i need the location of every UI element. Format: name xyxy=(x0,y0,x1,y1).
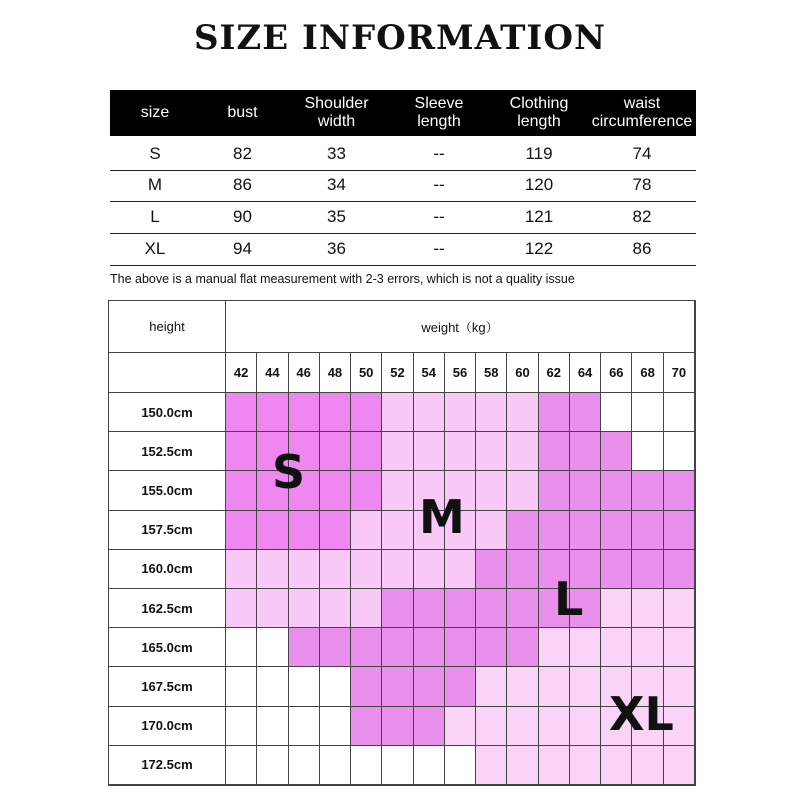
size-measurement-table xyxy=(110,90,696,267)
size-cell-l xyxy=(382,589,413,628)
size-cell-m xyxy=(507,471,538,510)
table-cell: M xyxy=(147,175,163,194)
weight-label: 42 xyxy=(226,353,257,393)
size-cell-l xyxy=(632,550,663,589)
height-label: 160.0cm xyxy=(109,550,226,589)
size-cell-l xyxy=(570,432,601,471)
weight-label: 70 xyxy=(664,353,695,393)
size-cell-l xyxy=(414,707,445,746)
size-cell-m xyxy=(476,393,507,432)
table-cell: 120 xyxy=(524,175,554,194)
size-cell-l xyxy=(476,589,507,628)
weight-label: 62 xyxy=(539,353,570,393)
weight-label: 66 xyxy=(601,353,632,393)
table-header-cell: Sleeve length xyxy=(414,95,464,130)
size-cell-s xyxy=(226,393,257,432)
size-cell-xl xyxy=(539,628,570,667)
size-cell-l xyxy=(570,511,601,550)
size-cell-s xyxy=(320,432,351,471)
weight-label: 56 xyxy=(445,353,476,393)
size-cell-none xyxy=(289,707,320,746)
height-label: 170.0cm xyxy=(109,707,226,746)
size-cell-none xyxy=(664,432,695,471)
size-cell-xl xyxy=(507,707,538,746)
height-label: 162.5cm xyxy=(109,589,226,628)
size-cell-l xyxy=(570,471,601,510)
size-cell-l xyxy=(351,667,382,706)
size-cell-m xyxy=(445,550,476,589)
size-cell-none xyxy=(414,746,445,785)
table-cell: -- xyxy=(433,239,445,258)
table-header-cell: waist circumference xyxy=(591,95,693,130)
size-cell-l xyxy=(445,589,476,628)
size-cell-m xyxy=(382,393,413,432)
size-cell-m xyxy=(507,432,538,471)
size-cell-m xyxy=(257,589,288,628)
size-cell-m xyxy=(382,432,413,471)
size-cell-xl xyxy=(664,746,695,785)
size-cell-s xyxy=(351,393,382,432)
size-cell-l xyxy=(289,628,320,667)
size-cell-s xyxy=(351,471,382,510)
size-cell-s xyxy=(320,511,351,550)
size-cell-l xyxy=(570,393,601,432)
weight-label: 68 xyxy=(632,353,663,393)
height-label: 155.0cm xyxy=(109,471,226,510)
table-cell: -- xyxy=(433,175,445,194)
size-cell-s xyxy=(226,432,257,471)
weight-label: 46 xyxy=(289,353,320,393)
size-cell-l xyxy=(445,667,476,706)
table-cell: 86 xyxy=(233,175,252,194)
size-cell-l xyxy=(507,511,538,550)
size-cell-l xyxy=(414,667,445,706)
size-cell-xl xyxy=(570,667,601,706)
table-cell: -- xyxy=(433,207,445,226)
size-cell-xl xyxy=(664,589,695,628)
size-cell-xl xyxy=(632,628,663,667)
size-cell-xl xyxy=(476,667,507,706)
size-cell-xl xyxy=(539,667,570,706)
size-cell-none xyxy=(632,393,663,432)
table-header-cell: Clothing length xyxy=(509,95,569,130)
size-cell-none xyxy=(257,707,288,746)
table-cell: S xyxy=(149,144,161,163)
size-cell-m xyxy=(320,550,351,589)
height-label: 167.5cm xyxy=(109,667,226,706)
size-cell-m xyxy=(476,511,507,550)
size-table-header xyxy=(110,90,696,136)
size-cell-l xyxy=(632,511,663,550)
weight-label: 58 xyxy=(476,353,507,393)
table-cell: 94 xyxy=(233,239,252,258)
size-cell-l xyxy=(664,550,695,589)
size-cell-s xyxy=(257,511,288,550)
size-cell-none xyxy=(257,667,288,706)
size-cell-m xyxy=(320,589,351,628)
table-cell: 119 xyxy=(525,144,553,163)
size-cell-m xyxy=(289,550,320,589)
table-cell: -- xyxy=(433,144,445,163)
size-cell-xl xyxy=(539,746,570,785)
weight-label: 50 xyxy=(351,353,382,393)
size-cell-m xyxy=(382,511,413,550)
size-region-label-xl: XL xyxy=(609,687,674,741)
table-row xyxy=(110,201,696,234)
size-cell-l xyxy=(539,393,570,432)
table-cell: L xyxy=(150,207,160,226)
size-cell-none xyxy=(226,746,257,785)
measurement-note: The above is a manual flat measurement with 2-3 errors, which is not a quality issue xyxy=(110,272,575,286)
size-cell-xl xyxy=(570,707,601,746)
size-cell-xl xyxy=(476,746,507,785)
size-cell-s xyxy=(320,393,351,432)
table-cell: 36 xyxy=(327,239,346,258)
size-cell-m xyxy=(414,432,445,471)
table-cell: 121 xyxy=(524,207,554,226)
size-cell-l xyxy=(382,667,413,706)
table-cell: 82 xyxy=(233,144,252,163)
size-cell-none xyxy=(351,746,382,785)
size-cell-m xyxy=(476,471,507,510)
size-cell-m xyxy=(226,589,257,628)
size-cell-m xyxy=(382,471,413,510)
corner-cell xyxy=(109,353,226,393)
table-cell: 82 xyxy=(632,207,652,226)
size-cell-xl xyxy=(507,746,538,785)
size-cell-xl xyxy=(507,667,538,706)
size-cell-l xyxy=(539,432,570,471)
size-cell-s xyxy=(351,432,382,471)
size-cell-l xyxy=(507,628,538,667)
size-cell-s xyxy=(257,393,288,432)
size-cell-m xyxy=(445,432,476,471)
size-cell-none xyxy=(601,393,632,432)
size-cell-none xyxy=(226,628,257,667)
height-label: 172.5cm xyxy=(109,746,226,785)
size-cell-m xyxy=(351,511,382,550)
size-cell-l xyxy=(664,511,695,550)
height-label: 152.5cm xyxy=(109,432,226,471)
size-cell-m xyxy=(351,550,382,589)
size-cell-m xyxy=(257,550,288,589)
weight-label: 44 xyxy=(257,353,288,393)
size-cell-m xyxy=(382,550,413,589)
size-cell-l xyxy=(414,589,445,628)
size-cell-none xyxy=(257,628,288,667)
table-header-cell: size xyxy=(140,104,170,121)
size-cell-none xyxy=(320,667,351,706)
size-cell-s xyxy=(289,393,320,432)
table-row xyxy=(110,169,696,202)
table-row xyxy=(110,233,696,266)
size-cell-none xyxy=(289,746,320,785)
size-cell-m xyxy=(414,393,445,432)
size-cell-l xyxy=(601,432,632,471)
table-cell: 34 xyxy=(327,175,346,194)
size-cell-none xyxy=(320,707,351,746)
size-cell-l xyxy=(539,471,570,510)
height-header: height xyxy=(109,301,226,353)
size-cell-xl xyxy=(539,707,570,746)
size-region-label-s: S xyxy=(272,445,306,499)
size-cell-s xyxy=(320,471,351,510)
table-cell: 74 xyxy=(632,144,652,163)
size-cell-none xyxy=(226,667,257,706)
weight-label: 60 xyxy=(507,353,538,393)
size-cell-s xyxy=(289,511,320,550)
size-cell-xl xyxy=(445,707,476,746)
size-cell-xl xyxy=(632,589,663,628)
table-cell: 35 xyxy=(327,207,346,226)
size-region-label-l: L xyxy=(554,572,584,626)
table-row xyxy=(110,138,696,171)
table-cell: XL xyxy=(144,239,166,258)
size-cell-l xyxy=(664,471,695,510)
size-cell-l xyxy=(382,628,413,667)
size-cell-xl xyxy=(601,628,632,667)
size-cell-l xyxy=(351,707,382,746)
size-cell-s xyxy=(226,511,257,550)
table-cell: 122 xyxy=(524,239,554,258)
size-cell-l xyxy=(507,550,538,589)
size-cell-l xyxy=(539,511,570,550)
height-label: 165.0cm xyxy=(109,628,226,667)
size-cell-xl xyxy=(570,628,601,667)
size-cell-l xyxy=(632,471,663,510)
weight-header: weight（kg） xyxy=(226,301,695,353)
table-cell: 78 xyxy=(632,175,652,194)
weight-label: 64 xyxy=(570,353,601,393)
size-cell-none xyxy=(320,746,351,785)
weight-label: 52 xyxy=(382,353,413,393)
size-cell-m xyxy=(507,393,538,432)
table-cell: 86 xyxy=(632,239,652,258)
size-chart-grid xyxy=(108,300,696,786)
size-cell-m xyxy=(226,550,257,589)
size-cell-l xyxy=(601,550,632,589)
size-cell-l xyxy=(601,511,632,550)
weight-label: 48 xyxy=(320,353,351,393)
size-cell-none xyxy=(257,746,288,785)
size-cell-none xyxy=(382,746,413,785)
height-label: 150.0cm xyxy=(109,393,226,432)
size-cell-xl xyxy=(664,628,695,667)
size-cell-l xyxy=(507,589,538,628)
size-cell-l xyxy=(445,628,476,667)
table-header-cell: bust xyxy=(227,104,258,121)
size-cell-xl xyxy=(601,746,632,785)
size-cell-m xyxy=(414,550,445,589)
page-title: SIZE INFORMATION xyxy=(193,18,607,58)
size-cell-none xyxy=(226,707,257,746)
size-cell-l xyxy=(601,471,632,510)
size-cell-m xyxy=(476,432,507,471)
size-region-label-m: M xyxy=(419,490,465,544)
size-cell-l xyxy=(476,628,507,667)
table-cell: 90 xyxy=(233,207,252,226)
size-cell-xl xyxy=(570,746,601,785)
size-cell-none xyxy=(445,746,476,785)
table-header-cell: Shoulder width xyxy=(304,95,369,130)
size-cell-none xyxy=(632,432,663,471)
size-cell-l xyxy=(351,628,382,667)
height-label: 157.5cm xyxy=(109,511,226,550)
size-cell-l xyxy=(320,628,351,667)
size-cell-xl xyxy=(632,746,663,785)
size-cell-m xyxy=(445,393,476,432)
weight-label: 54 xyxy=(414,353,445,393)
size-cell-m xyxy=(289,589,320,628)
size-cell-l xyxy=(414,628,445,667)
size-cell-l xyxy=(476,550,507,589)
size-cell-xl xyxy=(601,589,632,628)
size-cell-s xyxy=(226,471,257,510)
size-cell-none xyxy=(664,393,695,432)
size-cell-none xyxy=(289,667,320,706)
size-cell-m xyxy=(351,589,382,628)
size-cell-xl xyxy=(476,707,507,746)
table-cell: 33 xyxy=(327,144,346,163)
size-cell-l xyxy=(382,707,413,746)
